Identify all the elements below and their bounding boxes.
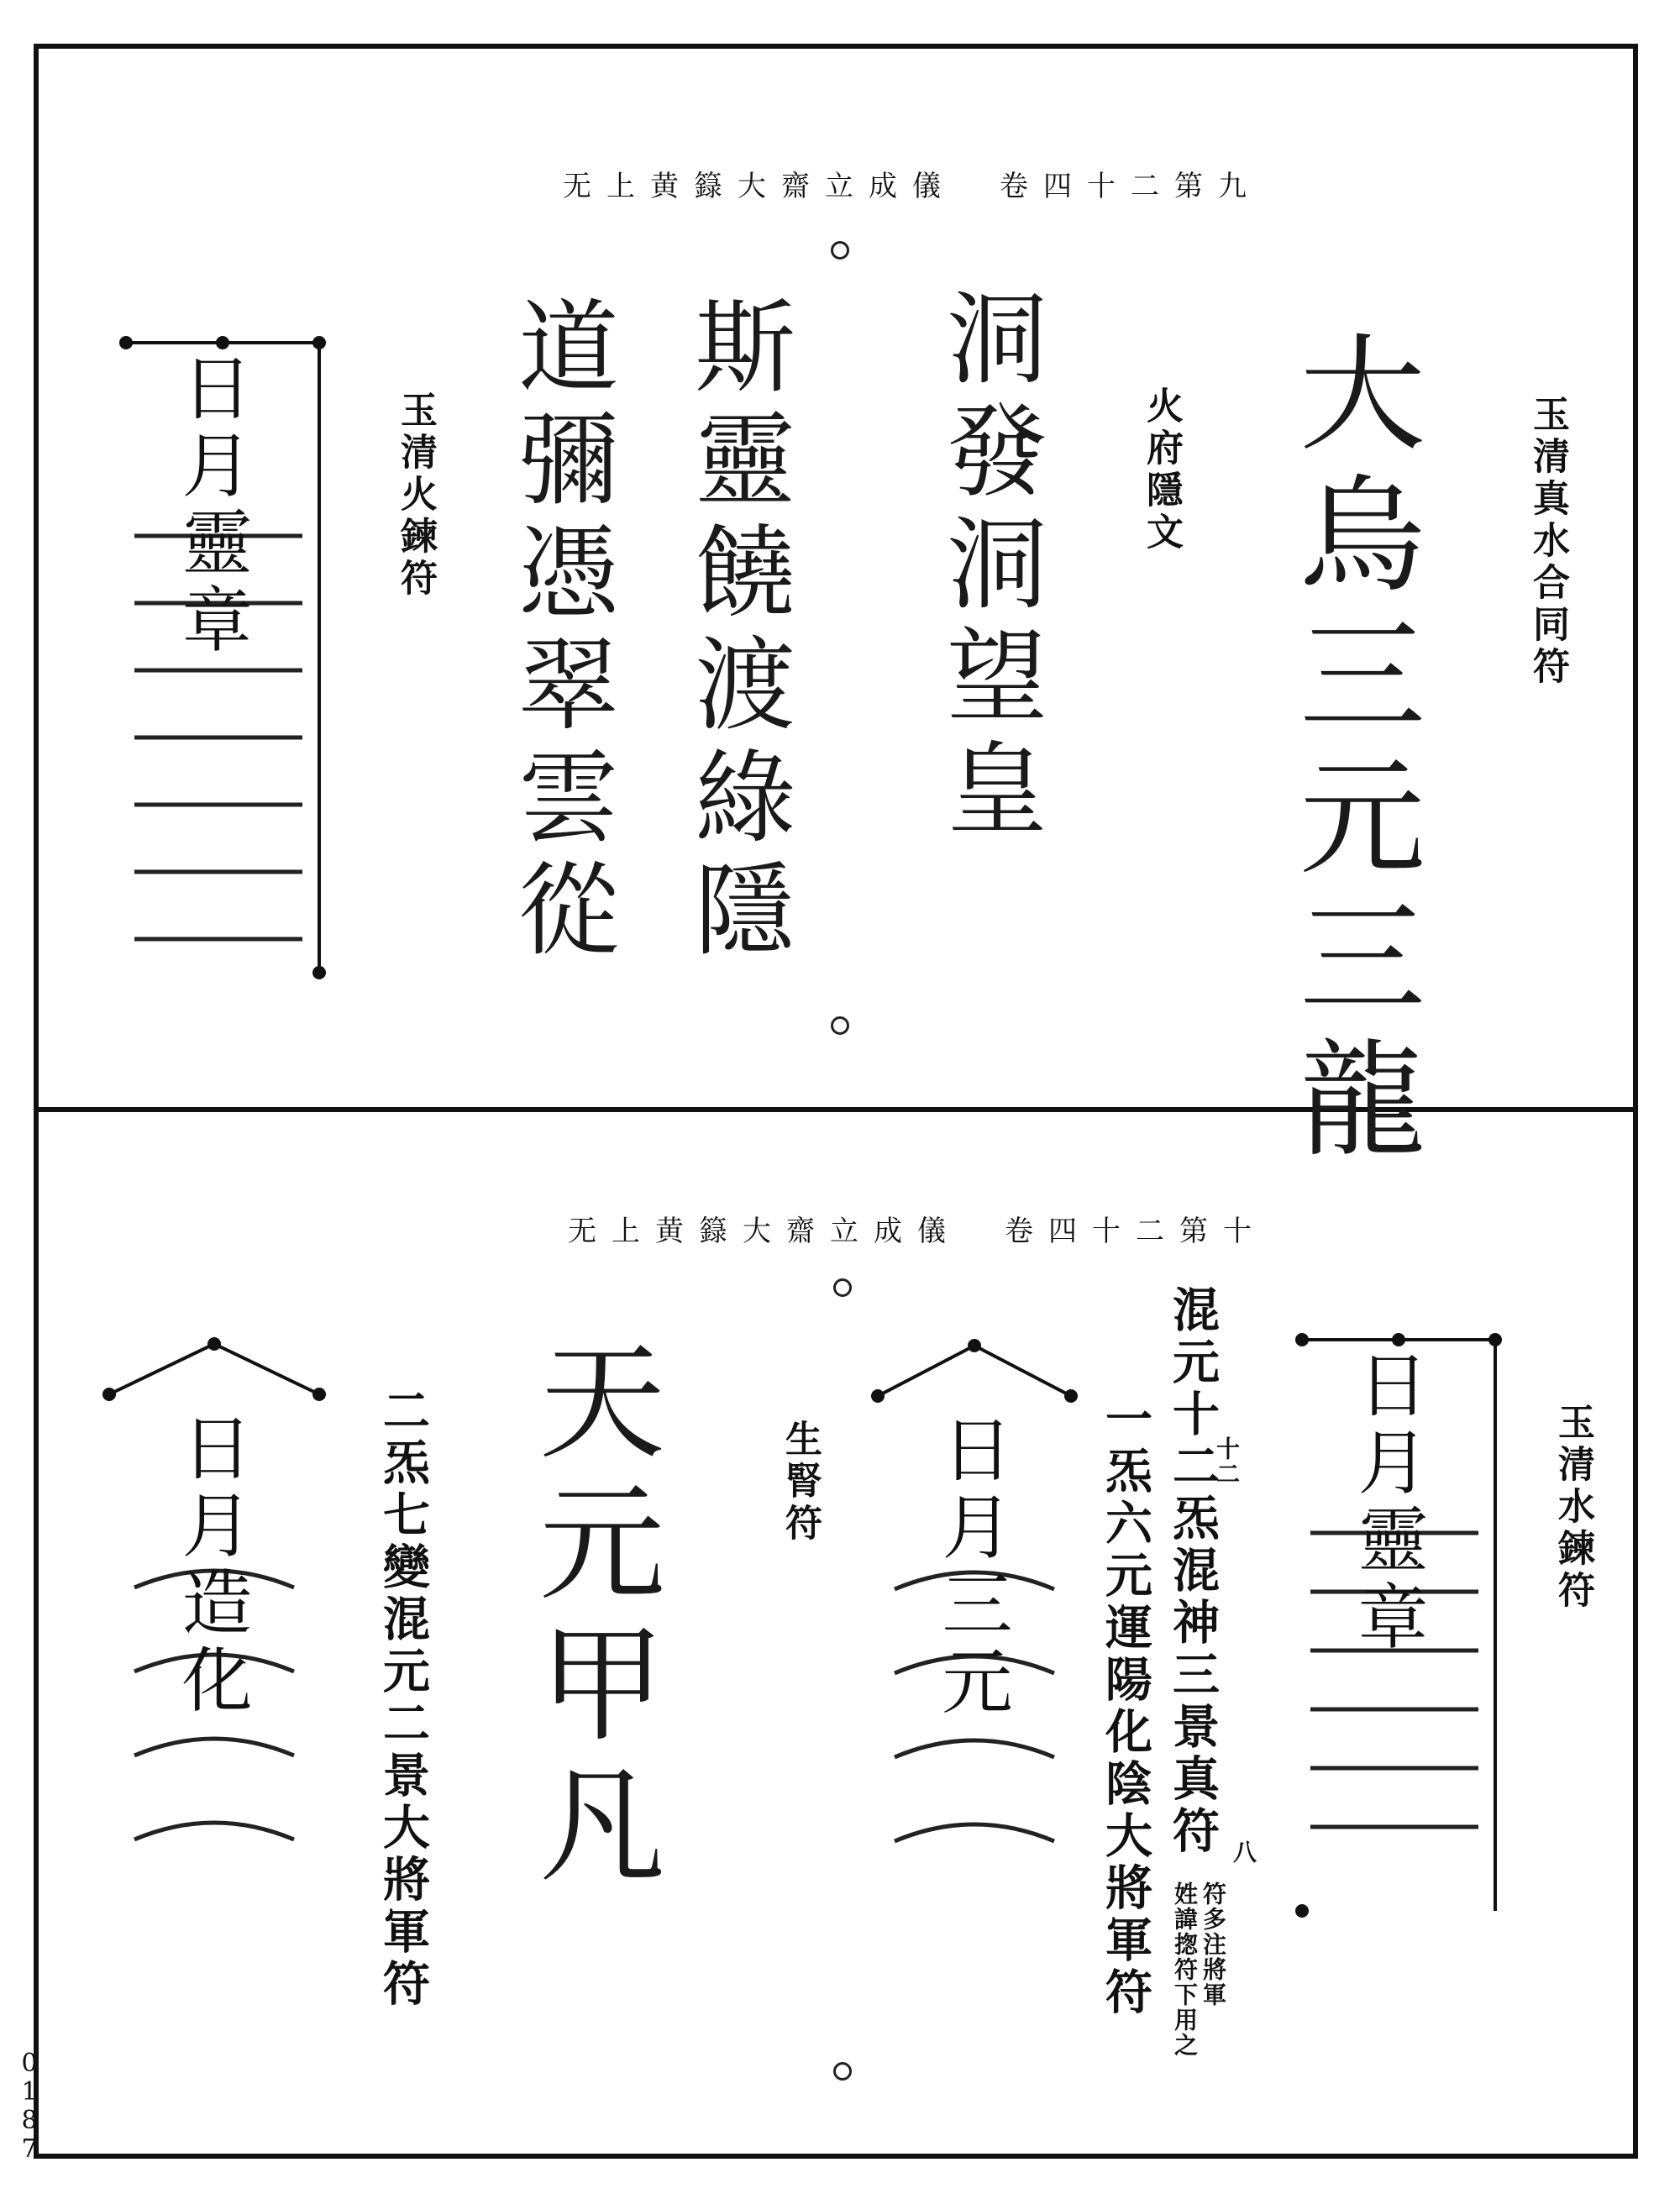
- lower-note-small-mark: 八: [1230, 1839, 1257, 1865]
- binding-hole: [831, 1016, 849, 1035]
- upper-talisman: [101, 334, 344, 989]
- lower-note-small: 姓諱揔符下用之: [1171, 1881, 1199, 2058]
- talisman-label: 日月靈章: [1347, 1348, 1429, 1657]
- upper-header: 无上黄籙大齋立成儀 卷四十二第九: [563, 170, 1262, 203]
- lower-note-col2: 一炁六元運陽化陰大將軍符: [1098, 1394, 1153, 2019]
- talisman-label: 日月三元: [931, 1413, 1013, 1722]
- lower-label-right: 玉清水鍊符: [1551, 1403, 1594, 1613]
- upper-label-right: 玉清真水合同符: [1526, 395, 1569, 689]
- upper-seal-col3: 道彌憑翠雲從: [501, 294, 618, 969]
- binding-hole: [833, 2062, 852, 2081]
- lower-note-small: 符多注將軍: [1200, 1881, 1227, 2007]
- talisman-label: 日月造化: [171, 1411, 253, 1720]
- upper-seal-right: 大烏三元三龍: [1278, 328, 1424, 1174]
- lower-label-mid: 生腎符: [779, 1420, 822, 1546]
- lower-note-small-mark: 十二: [1213, 1436, 1241, 1487]
- lower-note-col3: 二炁七變混元二景大將軍符: [375, 1386, 431, 2011]
- lower-note-col1: 混元十二炁混神三景真符: [1165, 1285, 1221, 1858]
- lower-header: 无上黄籙大齋立成儀 卷四十二第十: [568, 1215, 1267, 1248]
- page-number: 0 1 8 7: [21, 2049, 38, 2164]
- talisman-label: 日月靈章: [171, 351, 253, 660]
- binding-hole: [833, 1278, 852, 1297]
- lower-talisman-left: [101, 1336, 328, 1940]
- lower-talisman-mid: [869, 1337, 1079, 1917]
- upper-label-mid: 火府隱文: [1140, 386, 1183, 554]
- binding-hole: [831, 241, 849, 260]
- lower-talisman-right: [1277, 1331, 1520, 1928]
- upper-label-left: 玉清火鍊符: [394, 391, 437, 601]
- upper-seal-col2: 斯靈饒渡綠隱: [678, 294, 795, 969]
- upper-seal-col1: 洞發洞望皇: [930, 286, 1047, 848]
- lower-seal-center: 天元甲凡: [517, 1336, 664, 1900]
